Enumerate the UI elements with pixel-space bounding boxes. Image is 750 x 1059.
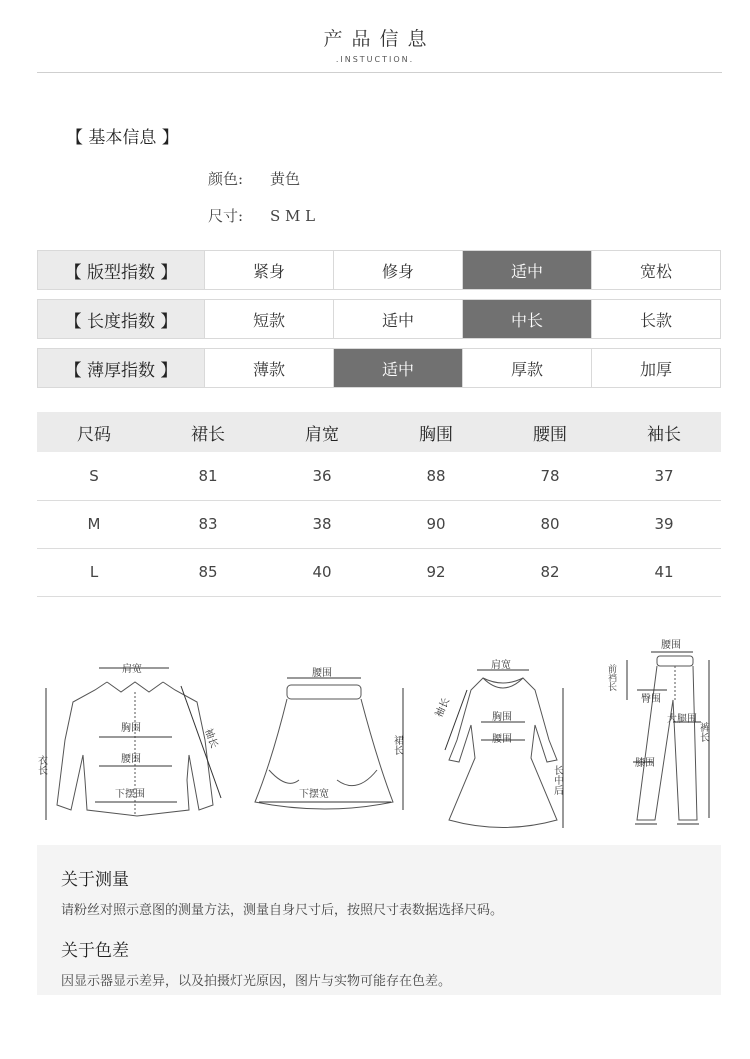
size-table-column-header: 胸围 (379, 412, 493, 452)
dress-chest-label: 胸围 (492, 712, 512, 723)
index-option: 紧身 (205, 251, 334, 289)
table-cell: S (37, 452, 151, 500)
index-option: 短款 (205, 300, 334, 338)
header-divider (37, 72, 722, 73)
color-label: 颜色: (208, 170, 244, 188)
index-option: 适中 (334, 349, 463, 387)
page-header (0, 0, 750, 75)
basic-info-title: 【 基本信息 】 (66, 128, 179, 148)
pants-diagram (606, 639, 710, 824)
index-row (37, 299, 721, 339)
index-option: 宽松 (639, 261, 672, 281)
measurement-diagrams (37, 630, 721, 835)
table-cell: 37 (607, 452, 721, 500)
dress-length-label: 长中后 (551, 765, 563, 795)
table-cell: 82 (493, 548, 607, 596)
size-value: S M L (270, 207, 316, 225)
shirt-shoulder-label: 肩宽 (122, 664, 142, 675)
index-option: 中长 (463, 300, 592, 338)
index-label: 【 长度指数 】 (38, 300, 205, 338)
table-cell: 36 (265, 452, 379, 500)
dress-diagram (432, 658, 564, 828)
index-row (37, 348, 721, 388)
table-cell: 88 (379, 452, 493, 500)
size-table-header (37, 412, 721, 452)
table-cell: 80 (493, 500, 607, 548)
table-cell: 85 (151, 548, 265, 596)
shirt-hem-label: 下摆围 (115, 789, 145, 800)
pants-front-rise-label: 前裆长 (606, 664, 616, 691)
table-row (37, 500, 721, 548)
index-label: 【 薄厚指数 】 (38, 349, 205, 387)
table-cell: 38 (265, 500, 379, 548)
skirt-diagram (255, 667, 404, 810)
pants-length-label: 裤长 (697, 722, 709, 742)
size-row (208, 205, 315, 226)
index-option: 加厚 (639, 359, 672, 379)
skirt-waist-label: 腰围 (312, 668, 332, 679)
shirt-sleeve-label: 袖长 (202, 727, 220, 750)
shirt-diagram (36, 662, 222, 820)
shirt-waist-label: 腰围 (121, 754, 141, 765)
pants-waist-label: 腰围 (661, 640, 681, 651)
index-row (37, 250, 721, 290)
index-option: 长款 (639, 310, 672, 330)
skirt-length-label: 裙长 (391, 735, 403, 755)
color-diff-title: 关于色差 (61, 941, 129, 961)
size-table-column-header: 尺码 (37, 412, 151, 452)
skirt-hem-label: 下摆宽 (299, 789, 329, 800)
color-row (208, 168, 300, 189)
pants-thigh-label: 大腿围 (667, 714, 697, 725)
page-title: 产品信息 (323, 28, 436, 50)
table-row (37, 548, 721, 596)
table-cell: L (37, 548, 151, 596)
index-label: 【 版型指数 】 (38, 251, 205, 289)
measure-text: 请粉丝对照示意图的测量方法，测量自身尺寸后，按照尺寸表数据选择尺码。 (61, 903, 504, 918)
table-cell: 81 (151, 452, 265, 500)
table-cell: 39 (607, 500, 721, 548)
table-cell: M (37, 500, 151, 548)
size-table-column-header: 袖长 (607, 412, 721, 452)
table-cell: 83 (151, 500, 265, 548)
table-cell: 40 (265, 548, 379, 596)
table-cell: 78 (493, 452, 607, 500)
dress-shoulder-label: 肩宽 (491, 660, 511, 671)
table-cell: 41 (607, 548, 721, 596)
notes-panel (37, 845, 721, 995)
size-table-column-header: 腰围 (493, 412, 607, 452)
page-subtitle: .INSTUCTION. (335, 55, 415, 64)
index-option: 适中 (463, 251, 592, 289)
index-option: 适中 (334, 300, 463, 338)
table-cell: 92 (379, 548, 493, 596)
color-value: 黄色 (270, 170, 301, 188)
dress-waist-label: 腰围 (492, 734, 512, 745)
index-option: 修身 (334, 251, 463, 289)
size-table-column-header: 肩宽 (265, 412, 379, 452)
measure-title: 关于测量 (61, 870, 129, 890)
size-table (37, 412, 721, 597)
index-option: 厚款 (463, 349, 592, 387)
shirt-chest-label: 胸围 (121, 723, 141, 734)
table-cell: 90 (379, 500, 493, 548)
pants-knee-label: 膝围 (635, 758, 655, 769)
size-table-column-header: 裙长 (151, 412, 265, 452)
size-label: 尺寸: (208, 207, 244, 225)
size-table-body (37, 452, 721, 596)
shirt-length-label: 衣长 (35, 755, 47, 775)
pants-hip-label: 臀围 (641, 694, 661, 705)
table-row (37, 452, 721, 500)
color-diff-text: 因显示器显示差异，以及拍摄灯光原因，图片与实物可能存在色差。 (61, 974, 452, 989)
dress-sleeve-label: 袖长 (433, 696, 453, 720)
index-option: 薄款 (205, 349, 334, 387)
